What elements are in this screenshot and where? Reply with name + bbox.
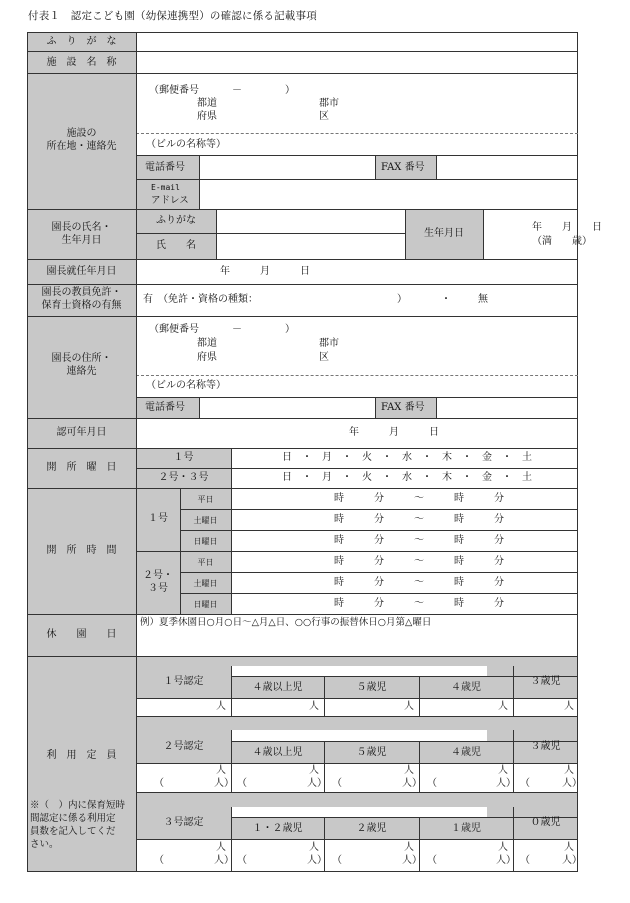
h-line bbox=[27, 656, 578, 657]
building-label: （ビルの名称等） bbox=[146, 139, 226, 150]
v-line bbox=[231, 448, 232, 488]
open-days-label: 開 所 曜 日 bbox=[46, 462, 117, 473]
paren-close: 人） bbox=[214, 778, 234, 789]
h-line bbox=[136, 763, 578, 764]
h-line bbox=[136, 698, 578, 699]
paren-open: （ bbox=[332, 778, 342, 789]
h-line bbox=[136, 792, 578, 793]
unit: 人 bbox=[309, 842, 319, 853]
age0-label: ０歳児 bbox=[530, 817, 561, 828]
age5-label: ５歳児 bbox=[356, 682, 387, 693]
age12-label: １・２歳児 bbox=[252, 823, 303, 834]
v-line bbox=[436, 397, 437, 418]
v-line bbox=[375, 397, 376, 418]
age1-label: １歳児 bbox=[451, 823, 481, 834]
cert1-label: １号認定 bbox=[163, 676, 204, 687]
approval-label: 認可年月日 bbox=[56, 427, 107, 438]
v-line bbox=[483, 209, 484, 259]
v-line bbox=[199, 155, 200, 209]
time-value: 時 分 ～ 時 分 bbox=[334, 535, 504, 546]
time-value: 時 分 ～ 時 分 bbox=[334, 493, 504, 504]
address-label-line1: 園長の住所・ bbox=[51, 353, 112, 364]
capacity-note-line4: さい。 bbox=[30, 839, 59, 850]
paren-open: （ bbox=[237, 855, 247, 866]
approval-value: 年 月 日 bbox=[349, 427, 439, 438]
license-no: 無 bbox=[478, 294, 488, 305]
form-title: 付表１ 認定こども園（幼保連携型）の確認に係る記載事項 bbox=[28, 10, 317, 22]
age3-label-2: ３歳児 bbox=[530, 741, 561, 752]
h-line bbox=[136, 179, 578, 180]
v-line bbox=[180, 488, 181, 614]
todofuken-line2-2: 府県 bbox=[197, 352, 217, 363]
registration-form-table bbox=[27, 32, 602, 872]
postal-label: （郵便番号 bbox=[149, 85, 199, 96]
paren-close: 人） bbox=[562, 855, 582, 866]
facility-name-label: 施 設 名 称 bbox=[46, 57, 117, 68]
saturday-label-1: 土曜日 bbox=[193, 516, 218, 525]
h-line bbox=[27, 73, 578, 74]
h-line bbox=[180, 572, 578, 573]
paren-open: （ bbox=[520, 855, 530, 866]
open-hours-label: 開 所 時 間 bbox=[46, 545, 117, 556]
cert3-label: ３号認定 bbox=[163, 817, 204, 828]
postal-close-2: ） bbox=[285, 324, 295, 335]
capacity-note-line2: 間認定に係る利用定 bbox=[30, 813, 116, 824]
paren-open: （ bbox=[237, 778, 247, 789]
paren-open: （ bbox=[154, 855, 164, 866]
closed-example: 例）夏季休園日○月○日～△月△日、○○行事の振替休日○月第△曜日 bbox=[140, 617, 432, 628]
unit: 人 bbox=[309, 701, 319, 712]
director-label-line2: 生年月日 bbox=[61, 235, 102, 246]
h-line bbox=[27, 209, 578, 210]
cert2-label: ２号認定 bbox=[163, 741, 204, 752]
license-label-line1: 園長の教員免許・ bbox=[41, 287, 122, 298]
unit: 人 bbox=[564, 765, 574, 776]
age4plus-label-2: ４歳以上児 bbox=[252, 747, 303, 758]
license-label-line2: 保育士資格の有無 bbox=[41, 300, 122, 311]
holiday-label-2: 日曜日 bbox=[193, 600, 218, 609]
license-yes: 有 （免許・資格の種類： bbox=[143, 294, 258, 305]
paren-close: 人） bbox=[496, 778, 516, 789]
unit: 人 bbox=[404, 842, 414, 853]
postal-dash-2: － bbox=[232, 324, 242, 335]
hours-23-label-line1: ２号・ bbox=[143, 570, 173, 581]
age4-label-2: ４歳児 bbox=[451, 747, 481, 758]
days-23-label: ２号・３号 bbox=[158, 472, 209, 483]
capacity-note-line1: ※（ ）内に保育短時 bbox=[30, 800, 126, 811]
age4-label: ４歳児 bbox=[451, 682, 481, 693]
unit: 人 bbox=[309, 765, 319, 776]
director-furigana-label: ふりがな bbox=[156, 215, 196, 226]
v-line bbox=[216, 209, 217, 259]
fax-label: FAX 番号 bbox=[381, 162, 425, 173]
h-dash bbox=[136, 375, 578, 376]
capacity-note-line3: 員数を記入してくだ bbox=[30, 826, 116, 837]
weekday-label-1: 平日 bbox=[197, 495, 214, 504]
time-value: 時 分 ～ 時 分 bbox=[334, 556, 504, 567]
license-dot: ・ bbox=[441, 294, 451, 305]
furigana-label: ふ り が な bbox=[46, 36, 117, 47]
todofuken-line1: 都道 bbox=[197, 98, 217, 109]
paren-close: 人） bbox=[402, 778, 422, 789]
unit: 人 bbox=[404, 701, 414, 712]
time-value: 時 分 ～ 時 分 bbox=[334, 514, 504, 525]
holiday-label-1: 日曜日 bbox=[193, 537, 218, 546]
h-line bbox=[27, 488, 578, 489]
paren-open: （ bbox=[427, 855, 437, 866]
birth-value-line1: 年 月 日 bbox=[532, 222, 602, 233]
v-line bbox=[375, 155, 376, 179]
director-label-line1: 園長の氏名・ bbox=[51, 222, 112, 233]
age4plus-label: ４歳以上児 bbox=[252, 682, 303, 693]
unit: 人 bbox=[498, 765, 508, 776]
paren-open: （ bbox=[427, 778, 437, 789]
capacity-label: 利 用 定 員 bbox=[46, 750, 117, 761]
gunshi-line1-2: 郡市 bbox=[319, 338, 339, 349]
postal-label-2: （郵便番号 bbox=[149, 324, 199, 335]
h-line bbox=[136, 233, 405, 234]
h-dash bbox=[136, 133, 578, 134]
v-line bbox=[436, 155, 437, 179]
gunshi-line1: 郡市 bbox=[319, 98, 339, 109]
paren-open: （ bbox=[520, 778, 530, 789]
unit: 人 bbox=[216, 842, 226, 853]
unit: 人 bbox=[564, 701, 574, 712]
license-close: ） bbox=[397, 294, 407, 305]
weekdays-1: 日 ・ 月 ・ 火 ・ 水 ・ 木 ・ 金 ・ 土 bbox=[282, 452, 532, 463]
h-line bbox=[27, 284, 578, 285]
h-line bbox=[136, 551, 578, 552]
h-line bbox=[136, 155, 578, 156]
address-label-line2: 連絡先 bbox=[66, 366, 97, 377]
todofuken-line1-2: 都道 bbox=[197, 338, 217, 349]
h-line bbox=[180, 593, 578, 594]
h-line bbox=[27, 418, 578, 419]
h-line bbox=[136, 716, 578, 717]
closed-label: 休 園 日 bbox=[46, 629, 117, 640]
time-value: 時 分 ～ 時 分 bbox=[334, 598, 504, 609]
v-line bbox=[513, 666, 514, 716]
h-line bbox=[136, 397, 578, 398]
h-line bbox=[136, 839, 578, 840]
days-1-label: １号 bbox=[173, 452, 194, 463]
weekday-label-2: 平日 bbox=[197, 558, 214, 567]
h-line bbox=[27, 448, 578, 449]
saturday-label-2: 土曜日 bbox=[193, 579, 218, 588]
unit: 人 bbox=[498, 842, 508, 853]
phone-label-2: 電話番号 bbox=[145, 402, 185, 413]
fax-label-2: FAX 番号 bbox=[381, 402, 425, 413]
unit: 人 bbox=[216, 701, 226, 712]
paren-close: 人） bbox=[496, 855, 516, 866]
birth-value-line2: （満 歳） bbox=[532, 236, 592, 247]
unit: 人 bbox=[404, 765, 414, 776]
unit: 人 bbox=[498, 701, 508, 712]
h-line bbox=[180, 530, 578, 531]
h-line bbox=[180, 509, 578, 510]
v-line bbox=[231, 488, 232, 614]
paren-close: 人） bbox=[402, 855, 422, 866]
paren-open: （ bbox=[154, 778, 164, 789]
gunshi-line2-2: 区 bbox=[319, 352, 329, 363]
todofuken-line2: 府県 bbox=[197, 111, 217, 122]
appointed-value: 年 月 日 bbox=[220, 266, 310, 277]
paren-close: 人） bbox=[214, 855, 234, 866]
appointed-label: 園長就任年月日 bbox=[46, 266, 117, 277]
phone-label: 電話番号 bbox=[145, 162, 185, 173]
weekdays-23: 日 ・ 月 ・ 火 ・ 水 ・ 木 ・ 金 ・ 土 bbox=[282, 472, 532, 483]
age5-label-2: ５歳児 bbox=[356, 747, 387, 758]
director-name-label: 氏 名 bbox=[156, 240, 196, 251]
location-label-line1: 施設の bbox=[66, 128, 97, 139]
building-label-2: （ビルの名称等） bbox=[146, 380, 226, 391]
paren-close: 人） bbox=[307, 855, 327, 866]
email-label-line2: アドレス bbox=[151, 195, 189, 206]
paren-close: 人） bbox=[562, 778, 582, 789]
unit: 人 bbox=[216, 765, 226, 776]
time-value: 時 分 ～ 時 分 bbox=[334, 577, 504, 588]
paren-open: （ bbox=[332, 855, 342, 866]
hours-23-label-line2: ３号 bbox=[148, 583, 168, 594]
h-line bbox=[27, 316, 578, 317]
postal-close: ） bbox=[285, 85, 295, 96]
h-line bbox=[27, 51, 578, 52]
h-line bbox=[27, 259, 578, 260]
gunshi-line2: 区 bbox=[319, 111, 329, 122]
birthdate-label: 生年月日 bbox=[424, 228, 464, 239]
age3-label: ３歳児 bbox=[530, 676, 561, 687]
hours-1-label: １号 bbox=[148, 513, 168, 524]
postal-dash: － bbox=[232, 85, 242, 96]
h-line bbox=[27, 614, 578, 615]
email-label-line1: E-mail bbox=[151, 183, 180, 192]
paren-close: 人） bbox=[307, 778, 327, 789]
age2-label: ２歳児 bbox=[356, 823, 387, 834]
v-line bbox=[199, 397, 200, 418]
h-line bbox=[136, 468, 578, 469]
location-label-line2: 所在地・連絡先 bbox=[46, 141, 117, 152]
unit: 人 bbox=[564, 842, 574, 853]
